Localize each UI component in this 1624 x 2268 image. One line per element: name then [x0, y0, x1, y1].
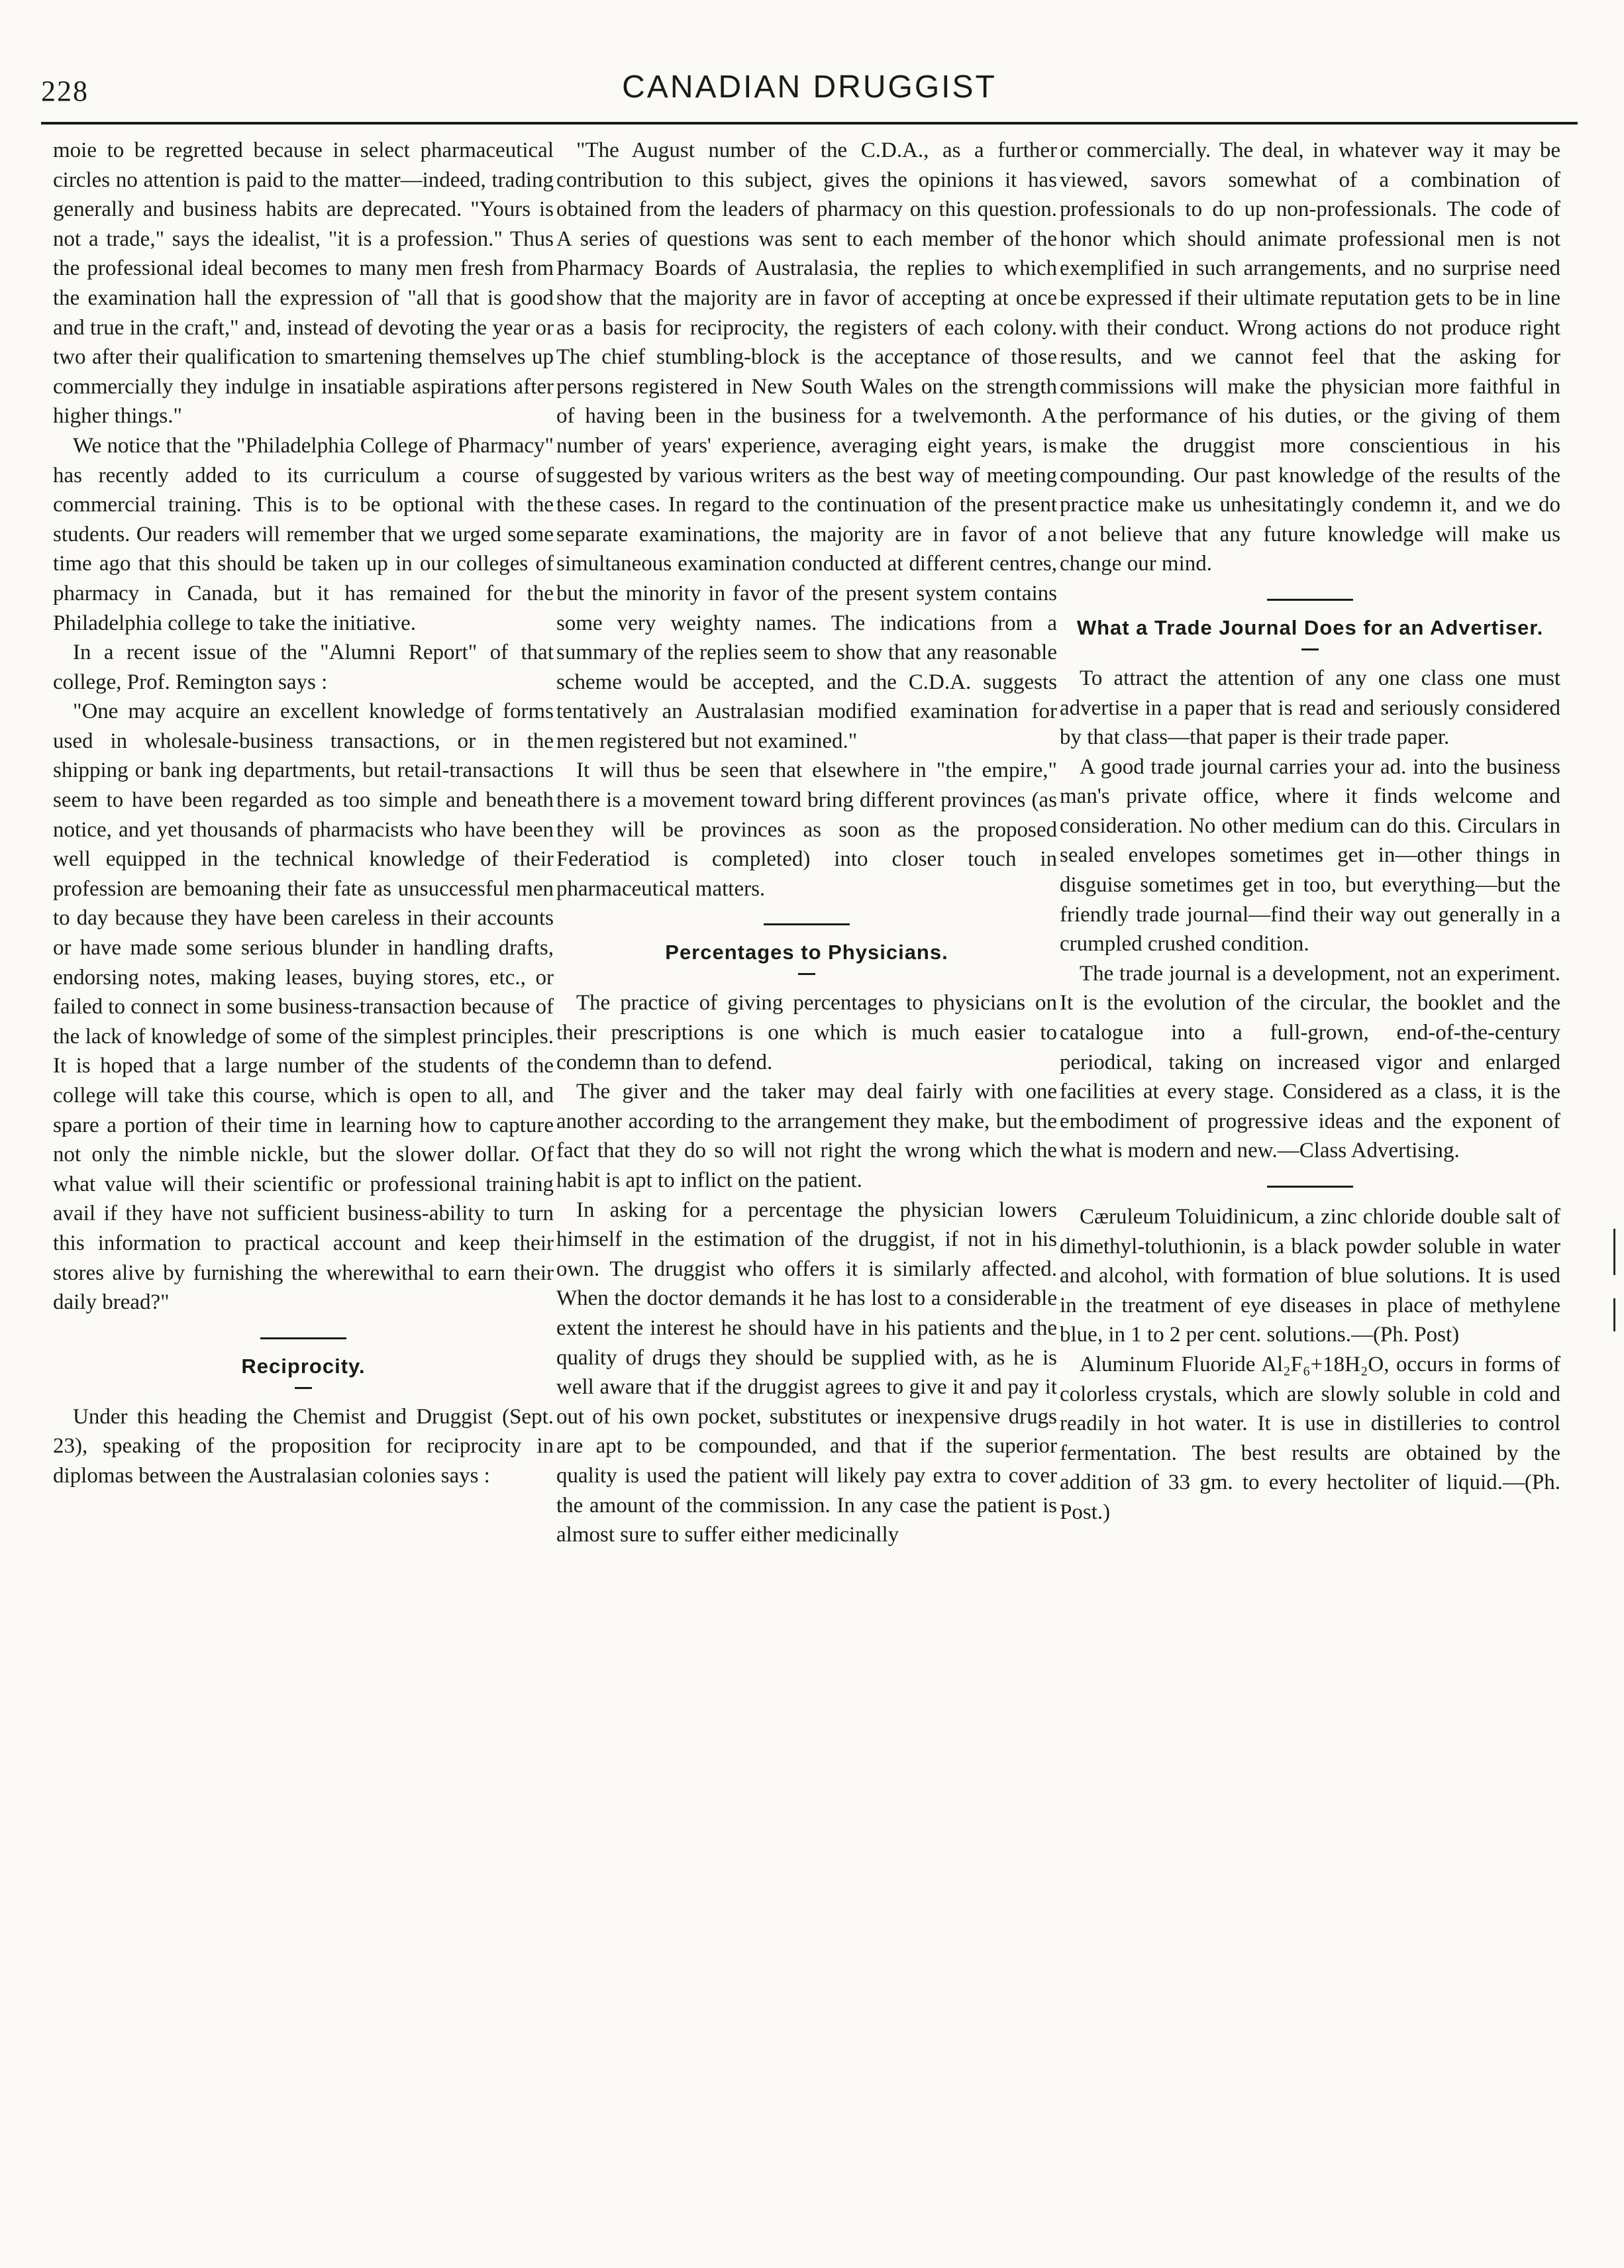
paragraph: To attract the attention of any one class one must advertise in a paper that is read and seriously considered by that class—that paper is their trade paper. — [1060, 666, 1560, 750]
paragraph: or commercially. The deal, in whatever way it may be viewed, savors somewhat of a combination of professionals to do up non-professionals. The code of honor which should animate professional men is not exemplified in such arrangements, and no surprise need be expressed if their ultimate reputation gets to be in line with their conduct. Wrong actions do not produce right results, and we cannot feel that the asking for commissions will make the physician more faithful in the performance of his duties, or the giving of them make the druggist more conscientious in his compounding. Our past knowledge of the results of the practice make us unhesitatingly condemn it, and we do not believe that any future knowledge will make us change our mind. — [1060, 138, 1560, 576]
header-rule — [41, 122, 1578, 125]
margin-mark — [1613, 1229, 1615, 1275]
paragraph: Aluminum Fluoride Al₂F₆+18H₂O, occurs in forms of colorless crystals, which are slowly soluble in cold and readily in hot water. It is use in distilleries to control fermentation. The best results are obtained by the addition of 33 gm. to every hectoliter of liquid.—(Ph. Post.) — [1060, 1352, 1560, 1524]
page-header — [41, 66, 1578, 119]
quoted-paragraph: "One may acquire an excellent knowledge of forms used in wholesale-business transactions, or in the shipping or bank ing departments, but retail-transactions seem to have been regarded as too simple and beneath notice, and yet thousands of pharmacists who have been well equipped in the technical knowledge of their profession are bemoaning their fate as unsuccessful men to day because they have been careless in their accounts or have made some serious blunder in handling drafts, endorsing notes, making leases, buying stores, etc., or failed to connect in some business-transaction because of the lack of knowledge of some of the simplest principles. It is hoped that a large number of the students of the college will take this course, which is open to all, and spare a portion of their time in learning how to capture not only the nimble nickle, but the slower dollar. Of what value will their scientific or professional training avail if they have not sufficient business-ability to turn this information to practical account and keep their stores alive by furnishing the wherewithal to earn their daily bread?" — [53, 699, 554, 1315]
section-heading-reciprocity: Reciprocity. — [241, 1354, 366, 1378]
paragraph: The practice of giving percentages to physicians on their prescriptions is one which is much easier to condemn than to defend. — [556, 991, 1057, 1074]
quoted-paragraph: "The August number of the C.D.A., as a further contribution to this subject, gives the opinions it has obtained from the leaders of pharmacy on this question. A series of questions was sent to each member of the Pharmacy Boards of Australasia, the replies to which show that the majority are in favor of accepting at once as a basis for reciprocity, the registers of each colony. The chief stumbling-block is the acceptance of those persons registered in New South Wales on the strength of having been in the business for a twelvemonth. A number of years' experience, averaging eight years, is suggested by various writers as the best way of meeting these cases. In regard to the continuation of the present separate examinations, the majority are in favor of a simultaneous examination conducted at different centres, but the minority in favor of the present system contains some very weighty names. The indications from a summary of the replies seem to show that any reasonable scheme would be accepted, and the C.D.A. suggests tentatively an Australasian modified examination for men registered but not examined." — [556, 138, 1057, 753]
paragraph: The trade journal is a development, not an experiment. It is the evolution of the circular, the booklet and the catalogue into a full-grown, end-of-the-century periodical, taking on increased vigor and enlarged facilities at every stage. Considered as a class, it is the embodiment of progressive ideas and the exponent of what is modern and new.—Class Advertising. — [1060, 961, 1560, 1163]
margin-mark — [1613, 1298, 1615, 1331]
paragraph: It will thus be seen that elsewhere in "the empire," there is a movement toward bring different provinces (as they will be provinces as soon as the proposed Federatiod is completed) into closer touch in pharmaceutical matters. — [556, 758, 1057, 901]
journal-title: CANADIAN DRUGGIST — [622, 70, 997, 105]
article-column-2 — [556, 136, 1057, 1550]
heading-dash — [1301, 648, 1319, 650]
section-divider — [764, 923, 850, 925]
paragraph: The giver and the taker may deal fairly with one another according to the arrangement they make, but the fact that they do so will not right the wrong which the habit is apt to inflict on the patient. — [556, 1080, 1057, 1192]
paragraph: In a recent issue of the "Alumni Report" of that college, Prof. Remington says : — [53, 641, 554, 694]
paragraph: A good trade journal carries your ad. into the business man's private office, where it finds welcome and consideration. No other medium can do this. Circulars in sealed envelopes sometimes get in—other things in disguise sometimes get in too, but everything—but the friendly trade journal—find their way out generally in a crumpled crushed condition. — [1060, 754, 1560, 956]
article-column-3 — [1060, 136, 1560, 1527]
section-divider — [1267, 1186, 1353, 1188]
paragraph: Cæruleum Toluidinicum, a zinc chloride double salt of dimethyl-toluthionin, is a black powder soluble in water and alcohol, with formation of blue solutions. It is used in the treatment of eye diseases in place of methylene blue, in 1 to 2 per cent. solutions.—(Ph. Post) — [1060, 1205, 1560, 1347]
paragraph: Under this heading the Chemist and Druggist (Sept. 23), speaking of the proposition for reciprocity in diplomas between the Australasian colonies says : — [53, 1404, 554, 1488]
section-divider — [1267, 599, 1353, 601]
paragraph: In asking for a percentage the physician lowers himself in the estimation of the druggist, if not in his own. The druggist who offers it is similarly affected. When the doctor demands it he has lost to a considerable extent the interest he should have in his patients and the quality of drugs they should be supplied with, as he is well aware that if the druggist agrees to give it and pay it out of his own pocket, substitutes or inexpensive drugs are apt to be compounded, and that if the superior quality is used the patient will likely pay extra to cover the amount of the commission. In any case the patient is almost sure to suffer either medicinally — [556, 1198, 1057, 1547]
section-heading-percentages: Percentages to Physicians. — [665, 941, 948, 964]
section-heading-trade-journal: What a Trade Journal Does for an Advertiser. — [1076, 615, 1544, 639]
section-divider — [260, 1337, 346, 1339]
page-number: 228 — [41, 75, 89, 107]
paragraph: We notice that the "Philadelphia College of Pharmacy" has recently added to its curriculum a course of commercial training. This is to be optional with the students. Our readers will remember that we urged some time ago that this should be taken up in our colleges of pharmacy in Canada, but it has remained for the Philadelphia college to take the initiative. — [53, 433, 554, 635]
article-column-1 — [53, 136, 554, 1491]
heading-dash — [295, 1387, 312, 1389]
paragraph: moie to be regretted because in select pharmaceutical circles no attention is paid to the matter—indeed, trading generally and business habits are deprecated. "Yours is not a trade," says the idealist, "it is a profession." Thus the professional ideal becomes to many men fresh from the examination hall the expression of "all that is good and true in the craft," and, instead of devoting the year or two after their qualification to smartening themselves up commercially they indulge in insatiable aspirations after higher things." — [53, 138, 554, 429]
heading-dash — [798, 973, 815, 975]
